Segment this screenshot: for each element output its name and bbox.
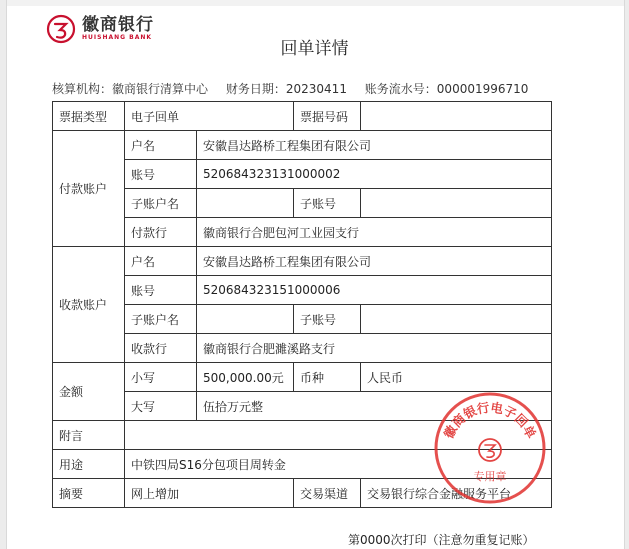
- payer-sub-name-label: 子账户名: [125, 189, 197, 218]
- bank-logo-english: HUISHANG BANK: [82, 34, 153, 41]
- summary-value: 网上增加: [125, 479, 294, 508]
- voucher-no-value: [361, 102, 552, 131]
- payee-sub-name-label: 子账户名: [125, 305, 197, 334]
- payer-name-value: 安徽昌达路桥工程集团有限公司: [197, 131, 552, 160]
- amount-section-label: 金额: [53, 363, 125, 421]
- table-row: [53, 421, 552, 450]
- institution-value: 徽商银行清算中心: [112, 82, 209, 96]
- payee-sub-account-label: 子账号: [294, 305, 361, 334]
- serial-label: 账务流水号：: [364, 82, 437, 96]
- amount-lower-label: 小写: [125, 363, 197, 392]
- payer-section-label: 付款账户: [53, 131, 125, 247]
- serial-info: [365, 82, 529, 96]
- window-top-edge: [0, 0, 629, 6]
- payee-name-label: 户名: [125, 247, 197, 276]
- payer-name-label: 户名: [125, 131, 197, 160]
- serial-value: 000001996710: [436, 82, 529, 96]
- remark-label: 附言: [53, 421, 125, 450]
- channel-label: 交易渠道: [294, 479, 361, 508]
- window-right-edge: [624, 0, 629, 549]
- amount-upper-label: 大写: [125, 392, 197, 421]
- table-row: [53, 276, 552, 305]
- amount-lower-value: 500,000.00元: [197, 363, 294, 392]
- table-row: [53, 247, 552, 276]
- table-row: [53, 479, 552, 508]
- summary-label: 摘要: [53, 479, 125, 508]
- voucher-no-label: 票据号码: [294, 102, 361, 131]
- institution-info: [52, 82, 208, 96]
- institution-label: 核算机构：: [52, 82, 113, 96]
- payer-account-label: 账号: [125, 160, 197, 189]
- payer-sub-name-value: [197, 189, 294, 218]
- payee-sub-name-value: [197, 305, 294, 334]
- payee-account-value: 520684323151000006: [197, 276, 552, 305]
- window-left-edge: [0, 0, 7, 549]
- remark-value: [125, 421, 552, 450]
- payee-bank-label: 收款行: [125, 334, 197, 363]
- table-row: [53, 334, 552, 363]
- table-row: [53, 305, 552, 334]
- table-row: [53, 102, 552, 131]
- print-count-notice: 第0000次打印（注意勿重复记账）: [348, 533, 535, 547]
- payee-account-label: 账号: [125, 276, 197, 305]
- receipt-table: [52, 101, 552, 508]
- date-info: [226, 82, 347, 96]
- voucher-type-value: 电子回单: [125, 102, 294, 131]
- date-label: 财务日期：: [225, 82, 286, 96]
- stamp-bottom-text: 专用章: [473, 470, 507, 483]
- table-row: [53, 189, 552, 218]
- date-value: 20230411: [285, 82, 347, 96]
- payer-bank-value: 徽商银行合肥包河工业园支行: [197, 218, 552, 247]
- purpose-value: 中铁四局S16分包项目周转金: [125, 450, 552, 479]
- channel-value: 交易银行综合金融服务平台: [361, 479, 552, 508]
- receipt-meta: [52, 80, 542, 97]
- table-row: [53, 160, 552, 189]
- payer-sub-account-label: 子账号: [294, 189, 361, 218]
- table-row: [53, 131, 552, 160]
- page-title: 回单详情: [280, 39, 349, 59]
- payer-account-value: 520684323131000002: [197, 160, 552, 189]
- table-row: [53, 218, 552, 247]
- bank-logo-name: 徽商银行: [82, 15, 154, 35]
- currency-label: 币种: [294, 363, 361, 392]
- table-row: [53, 450, 552, 479]
- payer-sub-account-value: [361, 189, 552, 218]
- purpose-label: 用途: [53, 450, 125, 479]
- amount-upper-value: 伍拾万元整: [197, 392, 552, 421]
- payee-sub-account-value: [361, 305, 552, 334]
- voucher-type-label: 票据类型: [53, 102, 125, 131]
- payee-section-label: 收款账户: [53, 247, 125, 363]
- currency-value: 人民币: [361, 363, 552, 392]
- payee-name-value: 安徽昌达路桥工程集团有限公司: [197, 247, 552, 276]
- table-row: [53, 363, 552, 392]
- table-row: [53, 392, 552, 421]
- payee-bank-value: 徽商银行合肥濉溪路支行: [197, 334, 552, 363]
- payer-bank-label: 付款行: [125, 218, 197, 247]
- stamp-top-text: 徽商银行电子回单: [440, 399, 540, 441]
